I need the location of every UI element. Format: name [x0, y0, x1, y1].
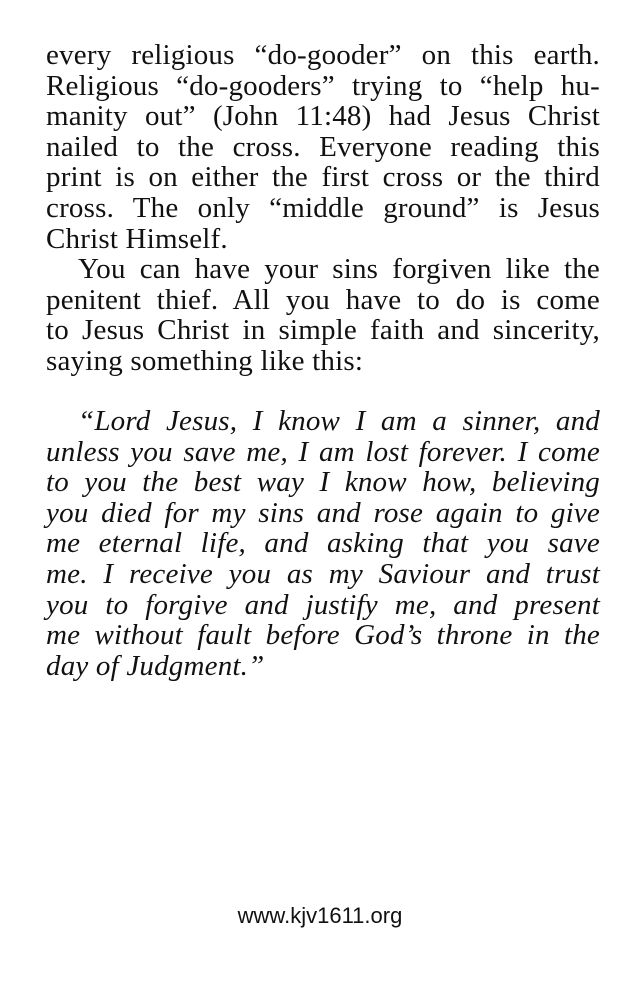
prayer-line: you died for my sins and rose again to give	[46, 496, 600, 529]
text-line: cross. The only “middle ground” is Jesus	[46, 191, 600, 224]
prayer-line: me. I receive you as my Saviour and trust	[46, 557, 600, 590]
prayer-line: day of Judgment.”	[46, 649, 265, 682]
text-line: nailed to the cross. Everyone reading this	[46, 130, 600, 163]
text-line: saying something like this:	[46, 344, 364, 377]
text-line: every religious “do-gooder” on this earth.	[46, 39, 600, 71]
prayer-line: to you the best way I know how, believing	[46, 466, 600, 499]
text-line: penitent thief. All you have to do is come	[46, 283, 600, 316]
prayer-paragraph	[46, 406, 600, 681]
website-url: www.kjv1611.org	[237, 903, 403, 928]
body-paragraph-1	[46, 40, 600, 254]
prayer-line: “Lord Jesus, I know I am a sinner, and	[78, 405, 600, 437]
text-line: manity out” (John 11:48) had Jesus Christ	[46, 100, 600, 133]
body-paragraph-2	[46, 254, 600, 376]
prayer-line: me without fault before God’s throne in the	[46, 619, 600, 652]
prayer-line: me eternal life, and asking that you save	[46, 527, 600, 560]
text-line: Christ Himself.	[46, 222, 228, 255]
text-line: You can have your sins forgiven like the	[78, 253, 600, 285]
prayer-line: you to forgive and justify me, and present	[46, 588, 600, 621]
text-line: Religious “do-gooders” trying to “help hu-	[46, 69, 600, 102]
text-line: to Jesus Christ in simple faith and sincerity,	[46, 314, 600, 347]
text-line: print is on either the first cross or the third	[46, 161, 600, 194]
prayer-line: unless you save me, I am lost forever. I come	[46, 435, 600, 468]
